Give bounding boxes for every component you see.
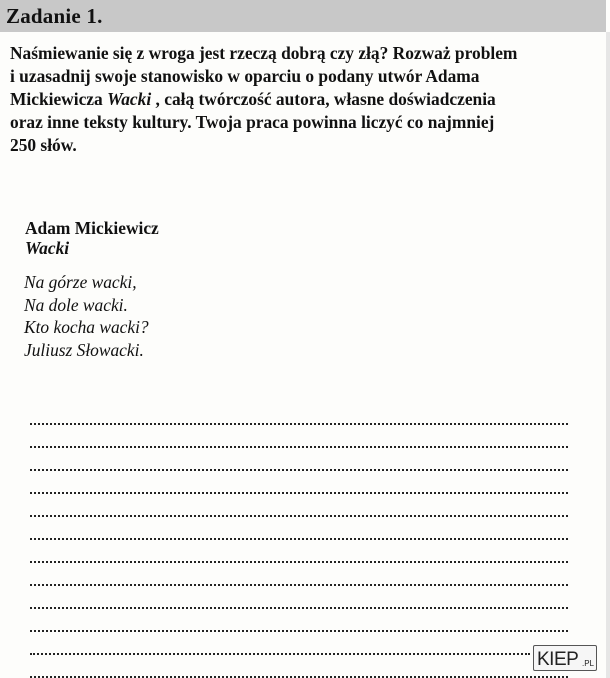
- kiep-logo: [533, 645, 597, 671]
- answer-line[interactable]: [30, 446, 568, 448]
- prompt-line: oraz inne teksty kultury. Twoja praca powinna liczyć co najmniej: [10, 112, 495, 132]
- prompt-line: 250 słów.: [10, 135, 77, 155]
- prompt-text: Mickiewicza: [10, 89, 108, 109]
- answer-line[interactable]: [30, 607, 568, 609]
- answer-line[interactable]: [30, 584, 568, 586]
- answer-line[interactable]: [30, 630, 568, 632]
- poem-line: Na dole wacki.: [24, 294, 128, 315]
- answer-line[interactable]: [30, 653, 530, 655]
- task-title: Zadanie 1.: [6, 4, 103, 28]
- poem-line: Kto kocha wacki?: [24, 317, 149, 337]
- prompt-text: , całą twórczość autora, własne doświadczenia: [151, 89, 496, 109]
- kiep-logo-graphic: [535, 647, 595, 669]
- svg-text:.PL: .PL: [582, 659, 595, 668]
- svg-text:KIEP: KIEP: [537, 649, 579, 669]
- answer-line[interactable]: [30, 515, 568, 517]
- poem-title: Wacki: [25, 238, 70, 258]
- prompt-poem-title: Wacki: [107, 89, 152, 109]
- poem-author: Adam Mickiewicz: [25, 218, 159, 238]
- answer-line[interactable]: [30, 469, 568, 471]
- answer-line[interactable]: [30, 538, 568, 540]
- poem-line: Juliusz Słowacki.: [24, 339, 144, 360]
- poem-line: Na górze wacki,: [24, 272, 137, 292]
- answer-area[interactable]: [30, 0, 570, 678]
- answer-line[interactable]: [30, 492, 568, 494]
- answer-line[interactable]: [30, 561, 568, 563]
- prompt-line: Naśmiewanie się z wroga jest rzeczą dobrą czy złą? Rozważ problem: [10, 43, 518, 63]
- answer-line[interactable]: [30, 423, 568, 425]
- prompt-line: i uzasadnij swoje stanowisko w oparciu o podany utwór Adama: [10, 66, 480, 86]
